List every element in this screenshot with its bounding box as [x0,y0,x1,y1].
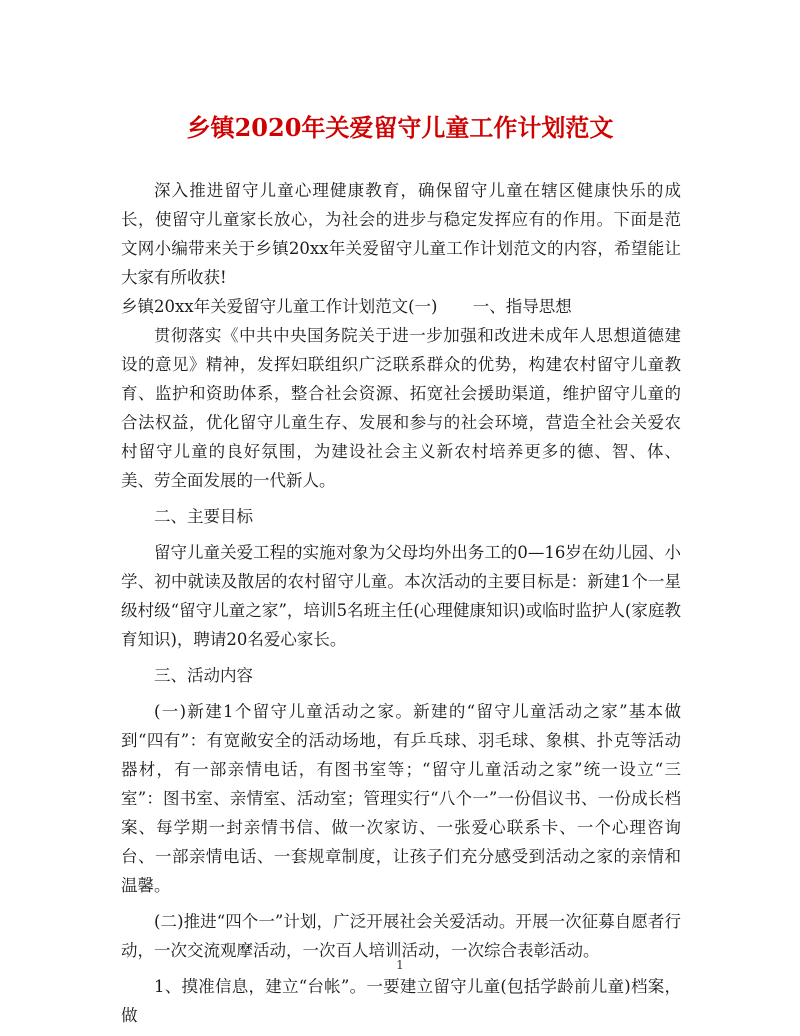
article-subtitle: 乡镇20xx年关爱留守儿童工作计划范文(一) [121,297,438,316]
intro-paragraph: 深入推进留守儿童心理健康教育，确保留守儿童在辖区健康快乐的成长，使留守儿童家长放心，为社会的进步与稳定发挥应有的作用。下面是范文网小编带来关于乡镇20xx年关爱留守儿童工作计划范文的内容，希望能让大家有所收获! [121,181,681,287]
guiding-ideology-paragraph: 贯彻落实《中共中央国务院关于进一步加强和改进未成年人思想道德建设的意见》精神，发挥妇联组织广泛联系群众的优势，构建农村留守儿童教育、监护和资助体系，整合社会资源、拓宽社会援助渠道，维护留守儿童的合法权益，优化留守儿童生存、发展和参与的社会环境，营造全社会关爱农村留守儿童的良好氛围，为建设社会主义新农村培养更多的德、智、体、美、劳全面发展的一代新人。 [121,326,681,490]
subtitle-line [121,292,681,321]
main-goals-paragraph: 留守儿童关爱工程的实施对象为父母均外出务工的0—16岁在幼儿园、小学、初中就读及散居的农村留守儿童。本次活动的主要目标是：新建1个一星级村级“留守儿童之家”，培训5名班主任(心理健康知识)或临时监护人(家庭教育知识)，聘请20名爱心家长。 [121,543,681,649]
document-body [121,176,681,1030]
section-heading-activity-content: 三、活动内容 [154,666,253,685]
activity-item-3-paragraph: 1、摸准信息，建立“台帐”。一要建立留守儿童(包括学龄前儿童)档案，做 [121,977,681,1025]
section-heading-guiding-ideology: 一、指导思想 [472,297,572,316]
section-heading-main-goals: 二、主要目标 [154,507,253,526]
page-number: 1 [396,958,404,972]
activity-item-1-paragraph: (一)新建1个留守儿童活动之家。新建的“留守儿童活动之家”基本做到“四有”：有宽敞安全的活动场地，有乒乓球、羽毛球、象棋、扑克等活动器材，有一部亲情电话，有图书室等；“留守儿童活动之家”统一设立“三室”：图书室、亲情室、活动室；管理实行“八个一”一份倡议书、一份成长档案、每学期一封亲情书信、做一次家访、一张爱心联系卡、一个心理咨询台、一部亲情电话、一套规章制度，让孩子们充分感受到活动之家的亲情和温馨。 [121,702,681,895]
activity-item-2-paragraph: (二)推进“四个一”计划，广泛开展社会关爱活动。开展一次征募自愿者行动，一次交流观摩活动，一次百人培训活动，一次综合表彰活动。 [121,912,681,960]
document-title: 乡镇2020年关爱留守儿童工作计划范文 [186,113,614,142]
